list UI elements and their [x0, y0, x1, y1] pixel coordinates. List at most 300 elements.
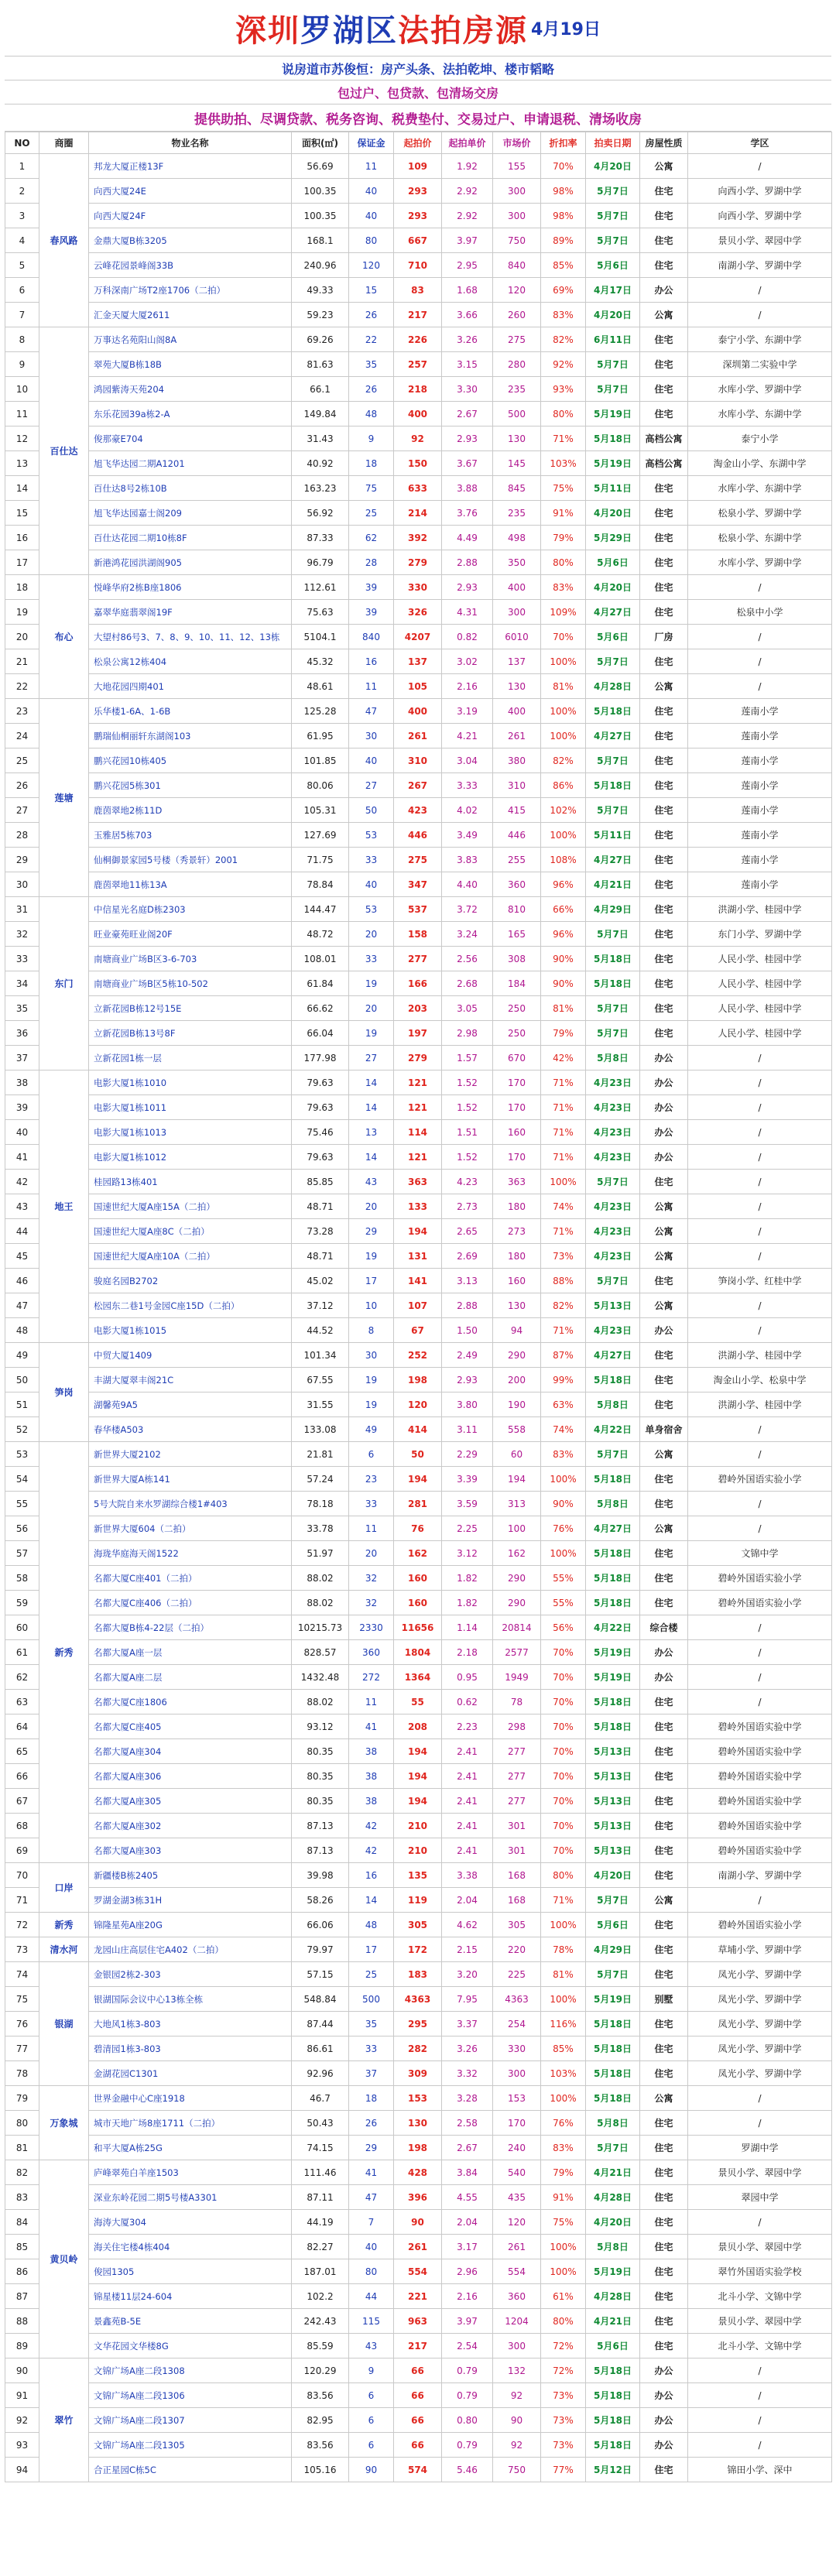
cell-auction-date: 5月18日	[586, 947, 640, 971]
cell-school: /	[688, 1516, 832, 1541]
cell-unit-price: 2.93	[442, 575, 493, 600]
cell-deposit: 28	[349, 550, 394, 575]
table-header-row	[5, 132, 832, 154]
cell-property-type: 住宅	[640, 823, 688, 848]
cell-auction-date: 4月20日	[586, 501, 640, 526]
cell-deposit: 53	[349, 897, 394, 922]
cell-school: 莲南小学	[688, 798, 832, 823]
cell-size: 45.32	[292, 649, 349, 674]
cell-property-type: 办公	[640, 1120, 688, 1145]
cell-property-name: 百仕达花园二期10栋8F	[89, 526, 292, 550]
cell-no: 43	[5, 1194, 39, 1219]
cell-discount: 80%	[541, 550, 586, 575]
cell-market-price: 225	[493, 1962, 541, 1987]
cell-deposit: 42	[349, 1814, 394, 1838]
cell-unit-price: 4.02	[442, 798, 493, 823]
cell-no: 7	[5, 303, 39, 327]
cell-discount: 80%	[541, 402, 586, 426]
cell-discount: 98%	[541, 204, 586, 228]
cell-property-name: 名都大厦A座一层	[89, 1640, 292, 1665]
cell-auction-date: 4月23日	[586, 1219, 640, 1244]
cell-no: 17	[5, 550, 39, 575]
table-row	[5, 1764, 832, 1789]
cell-market-price: 250	[493, 996, 541, 1021]
cell-deposit: 25	[349, 501, 394, 526]
cell-size: 120.29	[292, 2358, 349, 2383]
cell-auction-date: 5月7日	[586, 1888, 640, 1913]
cell-market-price: 275	[493, 327, 541, 352]
cell-discount: 71%	[541, 1070, 586, 1095]
cell-no: 3	[5, 204, 39, 228]
cell-property-name: 电影大厦1栋1010	[89, 1070, 292, 1095]
cell-school: 人民小学、桂园中学	[688, 1021, 832, 1046]
cell-discount: 100%	[541, 1467, 586, 1492]
cell-start-price: 293	[394, 179, 442, 204]
cell-market-price: 300	[493, 179, 541, 204]
cell-auction-date: 5月7日	[586, 1170, 640, 1194]
cell-auction-date: 5月8日	[586, 2235, 640, 2259]
cell-area-group: 清水河	[39, 1937, 89, 1962]
cell-no: 83	[5, 2185, 39, 2210]
header-unit-price: 起拍单价	[442, 132, 493, 154]
cell-school: 洪湖小学、桂园中学	[688, 1392, 832, 1417]
cell-property-name: 旭飞华达园二期A1201	[89, 451, 292, 476]
cell-property-type: 住宅	[640, 402, 688, 426]
table-row	[5, 2284, 832, 2309]
table-row	[5, 1888, 832, 1913]
cell-property-name: 中贸大厦1409	[89, 1343, 292, 1368]
table-row	[5, 947, 832, 971]
cell-auction-date: 5月18日	[586, 773, 640, 798]
cell-property-name: 乐华楼1-6A、1-6B	[89, 699, 292, 724]
cell-unit-price: 2.41	[442, 1739, 493, 1764]
cell-size: 82.95	[292, 2408, 349, 2433]
cell-start-price: 197	[394, 1021, 442, 1046]
cell-start-price: 120	[394, 1392, 442, 1417]
table-row	[5, 377, 832, 402]
table-row	[5, 2383, 832, 2408]
cell-property-type: 住宅	[640, 2284, 688, 2309]
cell-property-name: 名都大厦A座二层	[89, 1665, 292, 1690]
cell-unit-price: 1.52	[442, 1145, 493, 1170]
cell-deposit: 41	[349, 2160, 394, 2185]
cell-deposit: 37	[349, 2061, 394, 2086]
cell-deposit: 18	[349, 451, 394, 476]
cell-discount: 70%	[541, 1665, 586, 1690]
cell-market-price: 145	[493, 451, 541, 476]
cell-market-price: 4363	[493, 1987, 541, 2012]
cell-school: /	[688, 303, 832, 327]
cell-market-price: 300	[493, 2061, 541, 2086]
cell-unit-price: 3.49	[442, 823, 493, 848]
cell-discount: 81%	[541, 674, 586, 699]
cell-unit-price: 3.66	[442, 303, 493, 327]
cell-property-type: 住宅	[640, 2012, 688, 2036]
cell-property-type: 住宅	[640, 2160, 688, 2185]
cell-no: 9	[5, 352, 39, 377]
cell-deposit: 115	[349, 2309, 394, 2334]
cell-discount: 99%	[541, 1368, 586, 1392]
cell-unit-price: 2.98	[442, 1021, 493, 1046]
cell-unit-price: 3.97	[442, 228, 493, 253]
cell-property-name: 文华花园文华楼8G	[89, 2334, 292, 2358]
table-row	[5, 204, 832, 228]
cell-property-type: 住宅	[640, 352, 688, 377]
cell-market-price: 845	[493, 476, 541, 501]
cell-school: 东门小学、罗湖中学	[688, 922, 832, 947]
cell-start-price: 428	[394, 2160, 442, 2185]
cell-deposit: 20	[349, 996, 394, 1021]
cell-auction-date: 5月13日	[586, 1764, 640, 1789]
cell-no: 15	[5, 501, 39, 526]
cell-market-price: 350	[493, 550, 541, 575]
cell-property-name: 名都大厦A座306	[89, 1764, 292, 1789]
cell-unit-price: 0.80	[442, 2408, 493, 2433]
cell-discount: 74%	[541, 1417, 586, 1442]
table-row	[5, 179, 832, 204]
cell-discount: 61%	[541, 2284, 586, 2309]
cell-market-price: 170	[493, 1070, 541, 1095]
cell-property-type: 住宅	[640, 1962, 688, 1987]
cell-deposit: 8	[349, 1318, 394, 1343]
cell-property-name: 东乐花园39a栋2-A	[89, 402, 292, 426]
cell-start-price: 305	[394, 1913, 442, 1937]
cell-deposit: 48	[349, 402, 394, 426]
cell-no: 41	[5, 1145, 39, 1170]
table-row	[5, 1863, 832, 1888]
cell-unit-price: 2.41	[442, 1838, 493, 1863]
cell-start-price: 293	[394, 204, 442, 228]
table-row	[5, 848, 832, 872]
table-row	[5, 1913, 832, 1937]
cell-auction-date: 4月27日	[586, 600, 640, 625]
cell-property-type: 公寓	[640, 2086, 688, 2111]
cell-market-price: 194	[493, 1467, 541, 1492]
cell-size: 105.31	[292, 798, 349, 823]
cell-discount: 71%	[541, 426, 586, 451]
cell-auction-date: 5月19日	[586, 1640, 640, 1665]
cell-deposit: 9	[349, 426, 394, 451]
cell-market-price: 130	[493, 1293, 541, 1318]
cell-school: /	[688, 1219, 832, 1244]
cell-area-group: 百仕达	[39, 327, 89, 575]
cell-size: 242.43	[292, 2309, 349, 2334]
cell-size: 79.63	[292, 1145, 349, 1170]
cell-deposit: 40	[349, 748, 394, 773]
cell-no: 80	[5, 2111, 39, 2136]
cell-property-type: 住宅	[640, 179, 688, 204]
cell-property-type: 住宅	[640, 2458, 688, 2482]
cell-property-name: 名都大厦C座405	[89, 1714, 292, 1739]
cell-property-type: 住宅	[640, 1021, 688, 1046]
cell-size: 45.02	[292, 1269, 349, 1293]
cell-size: 75.46	[292, 1120, 349, 1145]
cell-property-name: 电影大厦1栋1011	[89, 1095, 292, 1120]
table-row	[5, 278, 832, 303]
table-row	[5, 1170, 832, 1194]
cell-property-name: 国速世纪大厦A座8C（二拍）	[89, 1219, 292, 1244]
cell-auction-date: 5月13日	[586, 1838, 640, 1863]
cell-size: 10215.73	[292, 1615, 349, 1640]
cell-start-price: 160	[394, 1566, 442, 1591]
cell-start-price: 252	[394, 1343, 442, 1368]
table-row	[5, 154, 832, 179]
cell-size: 101.85	[292, 748, 349, 773]
cell-discount: 77%	[541, 2458, 586, 2482]
cell-market-price: 435	[493, 2185, 541, 2210]
cell-discount: 70%	[541, 1714, 586, 1739]
cell-auction-date: 5月8日	[586, 1492, 640, 1516]
cell-discount: 109%	[541, 600, 586, 625]
cell-school: 人民小学、桂园中学	[688, 971, 832, 996]
cell-auction-date: 4月23日	[586, 1145, 640, 1170]
cell-deposit: 75	[349, 476, 394, 501]
cell-auction-date: 5月7日	[586, 748, 640, 773]
cell-property-type: 住宅	[640, 2036, 688, 2061]
cell-discount: 76%	[541, 2111, 586, 2136]
cell-size: 168.1	[292, 228, 349, 253]
cell-property-name: 骏庭名园B2702	[89, 1269, 292, 1293]
cell-school: 罗湖中学	[688, 2136, 832, 2160]
cell-no: 29	[5, 848, 39, 872]
cell-property-name: 南塘商业广场B区5栋10-502	[89, 971, 292, 996]
cell-no: 13	[5, 451, 39, 476]
cell-start-price: 194	[394, 1764, 442, 1789]
cell-unit-price: 3.76	[442, 501, 493, 526]
cell-start-price: 83	[394, 278, 442, 303]
cell-property-name: 海涛大厦304	[89, 2210, 292, 2235]
cell-deposit: 23	[349, 1467, 394, 1492]
cell-property-name: 湖馨苑9A5	[89, 1392, 292, 1417]
cell-unit-price: 0.79	[442, 2358, 493, 2383]
cell-property-type: 住宅	[640, 897, 688, 922]
cell-no: 16	[5, 526, 39, 550]
cell-property-type: 住宅	[640, 1714, 688, 1739]
cell-property-type: 住宅	[640, 1269, 688, 1293]
cell-no: 49	[5, 1343, 39, 1368]
cell-unit-price: 3.15	[442, 352, 493, 377]
cell-market-price: 750	[493, 2458, 541, 2482]
cell-start-price: 194	[394, 1467, 442, 1492]
cell-no: 72	[5, 1913, 39, 1937]
cell-discount: 108%	[541, 848, 586, 872]
cell-school: 莲南小学	[688, 848, 832, 872]
cell-market-price: 273	[493, 1219, 541, 1244]
cell-auction-date: 4月20日	[586, 154, 640, 179]
header-auction-date: 拍卖日期	[586, 132, 640, 154]
cell-auction-date: 5月8日	[586, 1392, 640, 1417]
table-row	[5, 2458, 832, 2482]
cell-market-price: 200	[493, 1368, 541, 1392]
cell-school: 洪湖小学、桂园中学	[688, 897, 832, 922]
cell-unit-price: 2.41	[442, 1764, 493, 1789]
cell-market-price: 6010	[493, 625, 541, 649]
cell-unit-price: 2.16	[442, 2284, 493, 2309]
cell-start-price: 1364	[394, 1665, 442, 1690]
cell-size: 61.95	[292, 724, 349, 748]
cell-no: 94	[5, 2458, 39, 2482]
cell-start-price: 194	[394, 1739, 442, 1764]
cell-discount: 103%	[541, 2061, 586, 2086]
table-row	[5, 1318, 832, 1343]
cell-no: 77	[5, 2036, 39, 2061]
cell-start-price: 667	[394, 228, 442, 253]
cell-deposit: 120	[349, 253, 394, 278]
cell-unit-price: 3.84	[442, 2160, 493, 2185]
cell-school: /	[688, 1095, 832, 1120]
cell-auction-date: 4月23日	[586, 1095, 640, 1120]
cell-property-name: 电影大厦1栋1013	[89, 1120, 292, 1145]
table-row	[5, 2259, 832, 2284]
cell-property-name: 向西大厦24E	[89, 179, 292, 204]
cell-unit-price: 3.83	[442, 848, 493, 872]
cell-school: 莲南小学	[688, 823, 832, 848]
cell-size: 1432.48	[292, 1665, 349, 1690]
cell-market-price: 120	[493, 2210, 541, 2235]
cell-property-type: 办公	[640, 1070, 688, 1095]
cell-no: 73	[5, 1937, 39, 1962]
cell-size: 163.23	[292, 476, 349, 501]
cell-school: 翠园中学	[688, 2185, 832, 2210]
cell-auction-date: 4月20日	[586, 1863, 640, 1888]
table-row	[5, 327, 832, 352]
cell-size: 79.63	[292, 1095, 349, 1120]
cell-market-price: 160	[493, 1269, 541, 1293]
cell-start-price: 309	[394, 2061, 442, 2086]
cell-deposit: 25	[349, 1962, 394, 1987]
cell-deposit: 11	[349, 1516, 394, 1541]
cell-start-price: 363	[394, 1170, 442, 1194]
cell-deposit: 32	[349, 1591, 394, 1615]
table-row	[5, 1516, 832, 1541]
cell-property-type: 住宅	[640, 526, 688, 550]
cell-no: 79	[5, 2086, 39, 2111]
cell-discount: 73%	[541, 2383, 586, 2408]
cell-school: 洪湖小学、桂园中学	[688, 1343, 832, 1368]
cell-property-type: 办公	[640, 1318, 688, 1343]
cell-discount: 70%	[541, 625, 586, 649]
cell-size: 100.35	[292, 179, 349, 204]
cell-unit-price: 2.92	[442, 179, 493, 204]
cell-start-price: 210	[394, 1814, 442, 1838]
cell-auction-date: 5月7日	[586, 1442, 640, 1467]
cell-unit-price: 3.13	[442, 1269, 493, 1293]
cell-unit-price: 0.82	[442, 625, 493, 649]
cell-discount: 55%	[541, 1566, 586, 1591]
cell-property-name: 鹏瑞仙桐丽轩东湖阁103	[89, 724, 292, 748]
cell-auction-date: 5月7日	[586, 2136, 640, 2160]
cell-size: 51.97	[292, 1541, 349, 1566]
cell-market-price: 1949	[493, 1665, 541, 1690]
cell-auction-date: 5月19日	[586, 451, 640, 476]
cell-deposit: 13	[349, 1120, 394, 1145]
table-row	[5, 798, 832, 823]
cell-auction-date: 4月23日	[586, 1318, 640, 1343]
cell-discount: 71%	[541, 1145, 586, 1170]
cell-deposit: 48	[349, 1913, 394, 1937]
cell-discount: 75%	[541, 2210, 586, 2235]
banner-author: 说房道市苏俊恒：房产头条、法拍乾坤、楼市韬略	[5, 57, 831, 80]
cell-unit-price: 3.04	[442, 748, 493, 773]
cell-market-price: 400	[493, 575, 541, 600]
cell-auction-date: 5月11日	[586, 823, 640, 848]
cell-market-price: 558	[493, 1417, 541, 1442]
cell-unit-price: 4.40	[442, 872, 493, 897]
cell-school: 景贝小学、翠园中学	[688, 228, 832, 253]
cell-auction-date: 4月27日	[586, 848, 640, 872]
cell-property-type: 办公	[640, 1145, 688, 1170]
cell-auction-date: 5月19日	[586, 2259, 640, 2284]
cell-start-price: 66	[394, 2358, 442, 2383]
table-row	[5, 426, 832, 451]
cell-market-price: 330	[493, 2036, 541, 2061]
cell-size: 83.56	[292, 2433, 349, 2458]
cell-property-type: 住宅	[640, 1368, 688, 1392]
table-row	[5, 575, 832, 600]
cell-school: /	[688, 2383, 832, 2408]
cell-no: 74	[5, 1962, 39, 1987]
cell-deposit: 33	[349, 1492, 394, 1516]
cell-school: 莲南小学	[688, 699, 832, 724]
table-row	[5, 1070, 832, 1095]
cell-unit-price: 0.79	[442, 2383, 493, 2408]
cell-discount: 96%	[541, 922, 586, 947]
cell-unit-price: 2.23	[442, 1714, 493, 1739]
cell-start-price: 141	[394, 1269, 442, 1293]
cell-property-name: 鹿茵翠地11栋13A	[89, 872, 292, 897]
cell-auction-date: 5月18日	[586, 2408, 640, 2433]
cell-property-type: 住宅	[640, 2235, 688, 2259]
cell-property-name: 翠苑大厦B栋18B	[89, 352, 292, 377]
cell-market-price: 155	[493, 154, 541, 179]
cell-property-name: 立新花园1栋一层	[89, 1046, 292, 1070]
cell-school: 凤光小学、罗湖中学	[688, 1962, 832, 1987]
cell-deposit: 40	[349, 872, 394, 897]
cell-school: 深圳第二实验中学	[688, 352, 832, 377]
cell-size: 111.46	[292, 2160, 349, 2185]
table-row	[5, 1368, 832, 1392]
table-row	[5, 1293, 832, 1318]
cell-deposit: 19	[349, 1392, 394, 1417]
cell-discount: 71%	[541, 1219, 586, 1244]
cell-no: 8	[5, 327, 39, 352]
cell-school: 凤光小学、罗湖中学	[688, 1987, 832, 2012]
cell-property-name: 大地花园四期401	[89, 674, 292, 699]
cell-property-type: 办公	[640, 2433, 688, 2458]
cell-deposit: 500	[349, 1987, 394, 2012]
page-title	[5, 0, 831, 57]
cell-property-name: 南塘商业广场B区3-6-703	[89, 947, 292, 971]
cell-market-price: 277	[493, 1789, 541, 1814]
cell-discount: 70%	[541, 1789, 586, 1814]
table-row	[5, 2136, 832, 2160]
cell-unit-price: 2.92	[442, 204, 493, 228]
cell-property-name: 汇金天厦大厦2611	[89, 303, 292, 327]
cell-no: 5	[5, 253, 39, 278]
cell-discount: 83%	[541, 2136, 586, 2160]
cell-start-price: 90	[394, 2210, 442, 2235]
cell-unit-price: 2.49	[442, 1343, 493, 1368]
cell-unit-price: 2.04	[442, 1888, 493, 1913]
cell-unit-price: 1.82	[442, 1566, 493, 1591]
cell-size: 79.97	[292, 1937, 349, 1962]
cell-market-price: 130	[493, 674, 541, 699]
cell-market-price: 750	[493, 228, 541, 253]
cell-no: 86	[5, 2259, 39, 2284]
cell-discount: 100%	[541, 724, 586, 748]
cell-area-group: 地王	[39, 1070, 89, 1343]
cell-property-name: 城市天地广场8座1711（二拍）	[89, 2111, 292, 2136]
